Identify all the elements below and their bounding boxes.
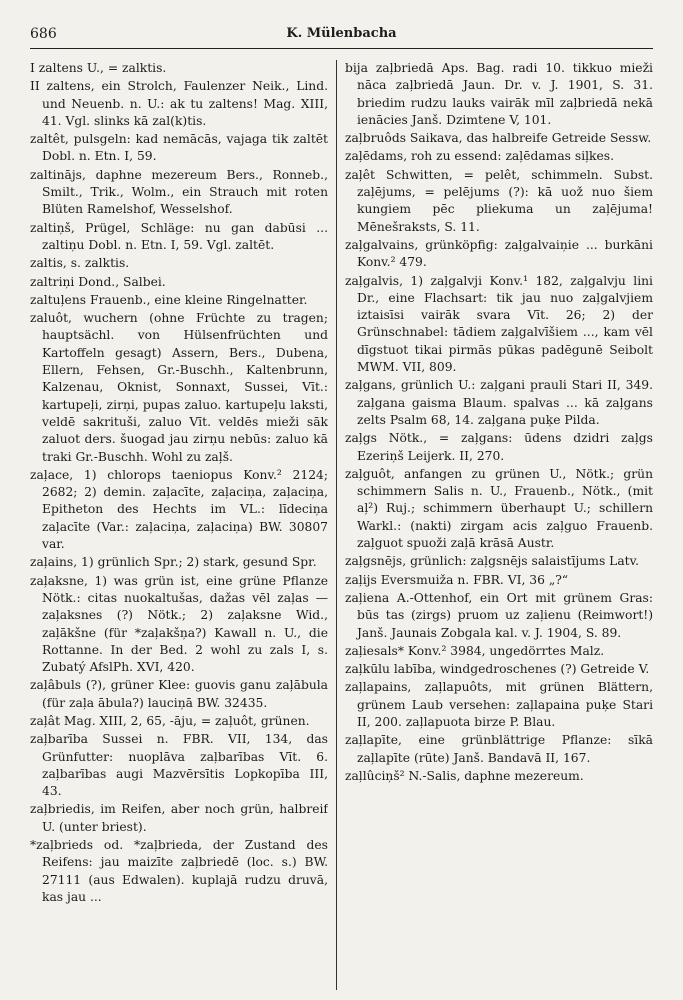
dictionary-entry: zaļêt Schwitten, = pelêt, schimmeln. Subst. zaļējums, = pelējums (?): kā uož nuo šiem kungiem pēc pliekuma un zaļējuma! Mēnešraksts, S. 11. (345, 167, 653, 234)
dictionary-entry: zaltinājs, daphne mezereum Bers., Ronneb., Smilt., Trik., Wolm., ein Strauch mit roten Blüten Ramelshof, Wesselshof. (30, 167, 328, 217)
dictionary-entry: zaļbarība Sussei n. FBR. VII, 134, das Grünfutter: nuoplāva zaļbarības Vīt. 6. zaļbarības augi Mazvērsītis Lopkopība III, 43. (30, 732, 328, 799)
dictionary-entry: *zaļbrieds od. *zaļbrieda, der Zustand des Reifens: jau maizīte zaļbriedē (loc. s.) BW. 27111 (aus Edwalen). kuplajā rudzu druvā, kas jau ... (30, 838, 328, 904)
dictionary-entry: zaļgsnējs, grünlich: zaļgsnējs salaistījums Latv. (345, 554, 640, 569)
running-head: K. Mülenbacha (286, 26, 397, 41)
dictionary-entry: zaļât Mag. XIII, 2, 65, -āju, = zaļuôt, grünen. (30, 713, 310, 728)
dictionary-entry: zaltis, s. zalktis. (30, 256, 130, 271)
dictionary-entry: zaļlûciņš² N.-Salis, daphne mezereum. (345, 768, 584, 783)
dictionary-entry: bija zaļbriedā Aps. Bag. radi 10. tikkuo mieži nāca zaļbriedā Jaun. Dr. v. J. 1901, S. 31. briedim rudzu lauks vairāk mīl zaļbriedā nekā ienācies Janš. Dzimtene V, 101. (345, 61, 653, 127)
dictionary-entry: zaluôt, wuchern (ohne Früchte zu tragen; hauptsächl. von Hülsenfrüchten und Kartoffeln gesagt) Assern, Bers., Dubena, Ellern, Fehsen, Gr.-Buschh., Kaltenbrunn, Kalzenau, Oknist, Sonnaxt, Sussei, Vīt.: kartupeļi, zirņi, pupas zaluo. kartupeļu laksti, veldē sakrituši, zaluo Vīt. veldēs mieži sāk zaluot ders. šuogad jau zirņu nebūs: zaluo kā traki Gr.-Buschh. Wohl zu zaļš. (30, 311, 328, 464)
dictionary-entry: zaļiena A.-Ottenhof, ein Ort mit grünem Gras: būs tas (zirgs) pruom uz zaļienu (Reimwort!) Janš. Jaunais Zobgala kal. v. J. 1904, S. 89. (345, 590, 653, 640)
dictionary-entry: zaļguôt, anfangen zu grünen U., Nötk.; grün schimmern Salis n. U., Frauenb., Nötk., (mit aļ²) Ruj.; schimmern überhaupt U.; schillern Warkl.: (nakti) zirgam acis zaļguo Frauenb. zaļguot spuoži zaļā krāsā Austr. (345, 466, 653, 551)
dictionary-entry: zaļiesals* Konv.² 3984, ungedörrtes Malz. (345, 643, 605, 658)
dictionary-entry: I zaltens U., = zalktis. (30, 61, 167, 75)
page-number: 686 (30, 26, 57, 42)
dictionary-entry: zaļbruôds Saikava, das halbreife Getreide Sessw. (345, 131, 652, 146)
dictionary-entry: zaltiņš, Prügel, Schläge: nu gan dabūsi ... zaltiņu Dobl. n. Etn. I, 59. Vgl. zaltēt. (30, 220, 328, 252)
dictionary-entry: zaļijs Eversmuiža n. FBR. VI, 36 „?“ (345, 572, 569, 587)
dictionary-entry: zaļkūlu labība, windgedroschenes (?) Getreide V. (345, 662, 650, 677)
dictionary-entry: zaltuļens Frauenb., eine kleine Ringelnatter. (30, 292, 308, 307)
dictionary-entry: zaļlapīte, eine grünblättrige Pflanze: sīkā zaļlapīte (rūte) Janš. Bandavā II, 167. (345, 733, 653, 765)
page-header (30, 22, 653, 49)
dictionary-entry: zaļâbuls (?), grüner Klee: guovis ganu zaļābula (für zaļa ābula?) lauciņā BW. 32435. (30, 678, 328, 710)
dictionary-entry: zaļlapains, zaļlapuôts, mit grünen Blättern, grünem Laub versehen: zaļlapaina puķe Stari II, 200. zaļlapuota birze P. Blau. (345, 680, 653, 729)
dictionary-entry: zaļgans, grünlich U.: zaļgani prauli Stari II, 349. zaļgana gaisma Blaum. spalvas ... kā zaļgans zelts Psalm 68, 14. zaļgana puķe Pilda. (345, 378, 653, 427)
dictionary-entry: zaļēdams, roh zu essend: zaļēdamas siļkes. (345, 149, 615, 164)
dictionary-entry: zaļains, 1) grünlich Spr.; 2) stark, gesund Spr. (30, 555, 317, 570)
dictionary-entry: zaļaksne, 1) was grün ist, eine grüne Pflanze Nötk.: citas nuokaltušas, dažas vēl zaļas — zaļaksnes (?) Nötk.; 2) zaļaksne Wid., zaļākšne (für *zaļakšņa?) Kawall n. U., die Rottanne. In der Bed. 2 wohl zu zals I, s. Zubatý AfslPh. XVI, 420. (30, 573, 328, 675)
left-column (30, 60, 328, 992)
dictionary-entry: zaļgalvains, grünköpfig: zaļgalvaiņie ... burkāni Konv.² 479. (345, 237, 653, 270)
dictionary-entry: zaļace, 1) chlorops taeniopus Konv.² 2124; 2682; 2) demin. zaļacīte, zaļaciņa, zaļaciņa, Epitheton des Hechts im VL.: līdeciņa zaļacīte (Var.: zaļaciņa, zaļaciņa) BW. 30807 var. (30, 467, 328, 552)
dictionary-entry: zaļgalvis, 1) zaļgalvji Konv.¹ 182, zaļgalvju lini Dr., eine Flachsart: tik jau nuo zaļgalvjiem iztaisīsi vairāk svara Vīt. 26; 2) der Grünschnabel: tādiem zaļgalvīšiem ..., kam vēl dīgstuot tikai pirmās pūkas padēgunē Seibolt MWM. VII, 809. (345, 273, 653, 375)
dictionary-entry: zaltriņi Dond., Salbei. (30, 274, 166, 289)
right-column (345, 60, 653, 992)
column-divider (336, 60, 337, 990)
dictionary-entry: zaltêt, pulsgeln: kad nemācās, vajaga tik zaltēt Dobl. n. Etn. I, 59. (30, 132, 328, 164)
dictionary-entry: II zaltens, ein Strolch, Faulenzer Neik., Lind. und Neuenb. n. U.: ak tu zaltens! Mag. XIII, 41. Vgl. slinks kā zal(k)tis. (30, 79, 328, 128)
dictionary-entry: zaļgs Nötk., = zaļgans: ūdens dzidri zaļgs Ezeriņš Leijerk. II, 270. (345, 431, 653, 463)
dictionary-entry: zaļbriedis, im Reifen, aber noch grün, halbreif U. (unter briest). (30, 802, 328, 834)
